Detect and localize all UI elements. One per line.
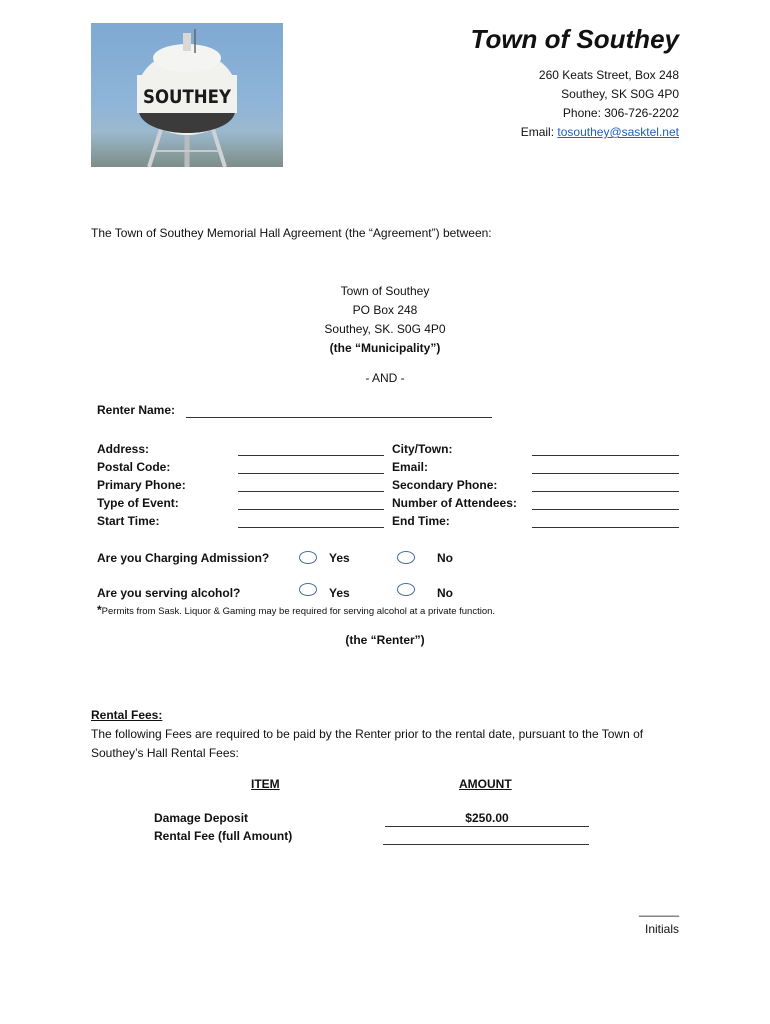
admission-no-label: No [437, 551, 453, 565]
permit-note-text: Permits from Sask. Liquor & Gaming may be required for serving alcohol at a private function. [101, 606, 496, 617]
address-field[interactable] [238, 455, 384, 456]
fee-item-label: Rental Fee (full Amount) [154, 829, 293, 843]
amount-column-header: AMOUNT [459, 777, 512, 791]
address-label: Address: [97, 442, 150, 456]
end-time-label: End Time: [392, 514, 450, 528]
attendees-field[interactable] [532, 509, 679, 510]
city-town-label: City/Town: [392, 442, 453, 456]
initials-line[interactable]: ______ [638, 903, 679, 917]
header-email-row [521, 123, 679, 142]
renter-name-label: Renter Name: [97, 403, 176, 417]
alcohol-yes-radio[interactable] [299, 583, 317, 596]
permit-asterisk: * [97, 603, 102, 617]
rental-fees-description: The following Fees are required to be paid by the Renter prior to the rental date, pursuant to the Town of Southey’s Hall Rental Fees: [91, 727, 644, 760]
header-phone: Phone: 306-726-2202 [562, 106, 679, 120]
admission-no-radio[interactable] [397, 551, 415, 564]
email-link[interactable]: tosouthey@sasktel.net [557, 125, 679, 139]
secondary-phone-field[interactable] [532, 491, 679, 492]
alcohol-question: Are you serving alcohol? [97, 586, 241, 600]
right-labels [392, 440, 517, 530]
damage-deposit-line [385, 826, 589, 827]
email-field[interactable] [532, 473, 679, 474]
fee-item-label: Damage Deposit [154, 811, 249, 825]
header-address-line2: Southey, SK S0G 4P0 [561, 87, 679, 101]
renter-tag: (the “Renter”) [345, 633, 425, 647]
admission-yes-label: Yes [329, 551, 350, 565]
and-separator: - AND - [365, 371, 405, 385]
header-contact [521, 66, 679, 142]
water-tower-illustration [91, 23, 283, 167]
postal-code-label: Postal Code: [97, 460, 171, 474]
alcohol-no-radio[interactable] [397, 583, 415, 596]
primary-phone-field[interactable] [238, 491, 384, 492]
municipality-tag: (the “Municipality”) [329, 341, 441, 355]
start-time-label: Start Time: [97, 514, 160, 528]
admission-yes-radio[interactable] [299, 551, 317, 564]
attendees-label: Number of Attendees: [392, 496, 517, 510]
rental-fee-field[interactable] [383, 844, 589, 845]
agreement-intro: The Town of Southey Memorial Hall Agreement (the “Agreement”) between: [91, 226, 492, 240]
water-tower-photo [91, 23, 283, 167]
alcohol-yes-label: Yes [329, 586, 350, 600]
secondary-phone-label: Secondary Phone: [392, 478, 498, 492]
left-labels [97, 440, 186, 530]
admission-question: Are you Charging Admission? [97, 551, 270, 565]
permit-note [97, 603, 495, 617]
rental-fees-heading: Rental Fees: [91, 708, 163, 722]
municipality-block [0, 282, 770, 358]
postal-code-field[interactable] [238, 473, 384, 474]
municipality-line3: Southey, SK. S0G 4P0 [324, 322, 446, 336]
event-type-field[interactable] [238, 509, 384, 510]
initials-label: Initials [644, 922, 679, 936]
header-email-label: Email: [520, 125, 558, 139]
municipality-line2: PO Box 248 [352, 303, 418, 317]
municipality-line1: Town of Southey [340, 284, 430, 298]
tower-lettering: SOUTHEY [143, 86, 232, 108]
event-type-label: Type of Event: [97, 496, 179, 510]
end-time-field[interactable] [532, 527, 679, 528]
town-title: Town of Southey [470, 24, 679, 54]
fee-amount-value: $250.00 [465, 811, 509, 825]
primary-phone-label: Primary Phone: [97, 478, 186, 492]
alcohol-no-label: No [437, 586, 453, 600]
start-time-field[interactable] [238, 527, 384, 528]
city-town-field[interactable] [532, 455, 679, 456]
item-column-header: ITEM [251, 777, 280, 791]
renter-name-field[interactable] [186, 417, 492, 418]
header-address-line1: 260 Keats Street, Box 248 [538, 68, 679, 82]
email-label: Email: [392, 460, 429, 474]
